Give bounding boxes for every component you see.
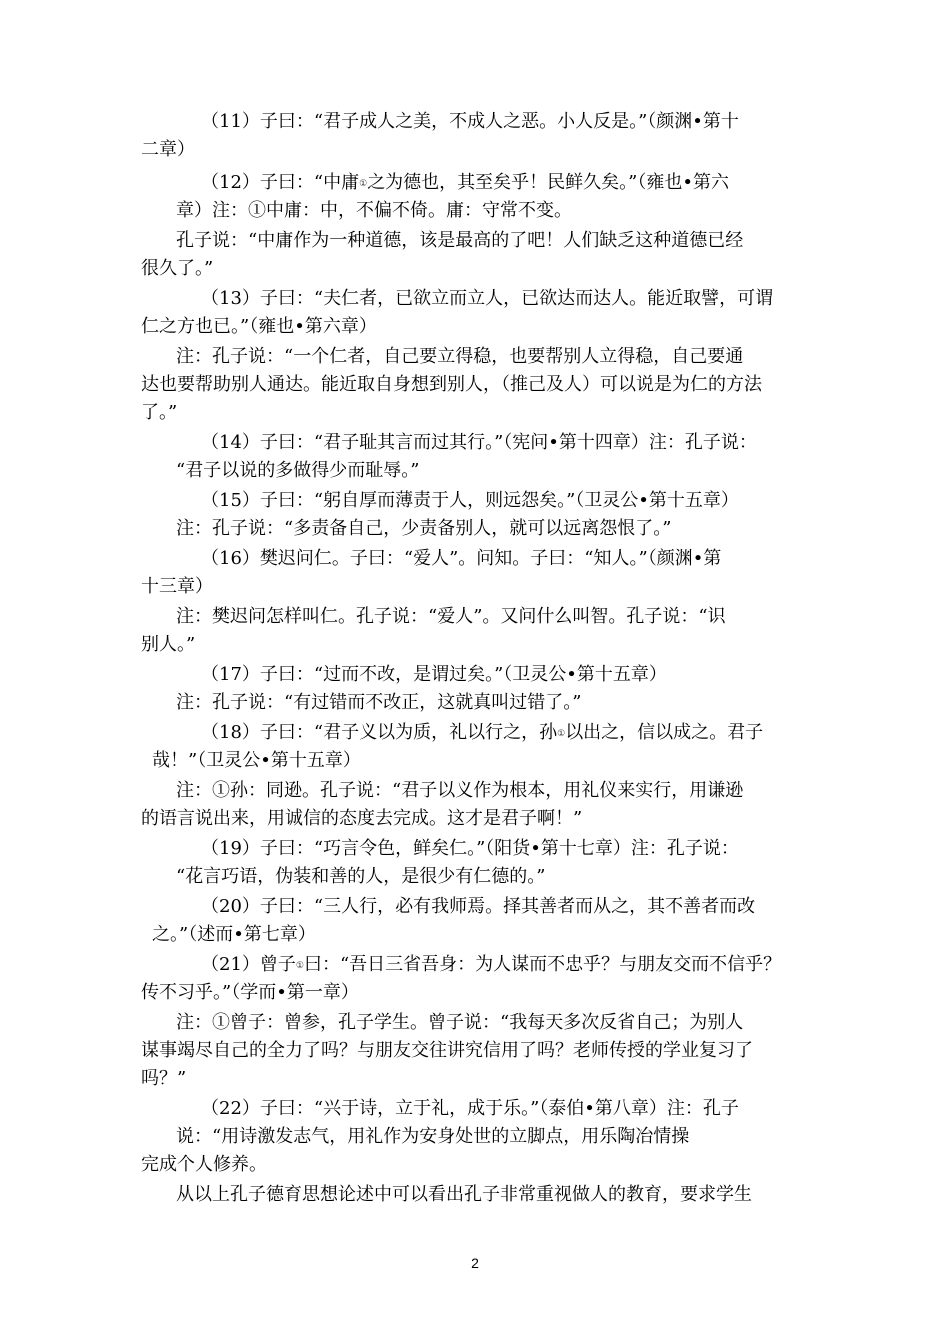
text-line: 的语言说出来，用诚信的态度去完成。这才是君子啊！” bbox=[141, 808, 583, 829]
text-line: 注：①孙：同逊。孔子说：“君子以义作为根本，用礼仪来实行，用谦逊 bbox=[176, 780, 744, 801]
text-line: 吗？” bbox=[141, 1068, 187, 1089]
text-line: （11）子曰：“君子成人之美，不成人之恶。小人反是。”（颜渊•第十 bbox=[201, 111, 739, 132]
text-span: （12）子曰：“中庸 bbox=[201, 172, 360, 193]
text-span: 以出之，信以成之。君子 bbox=[565, 722, 764, 743]
text-line: 了。” bbox=[141, 402, 178, 423]
text-line: 二章） bbox=[141, 139, 195, 160]
text-line: “君子以说的多做得少而耻辱。” bbox=[176, 460, 420, 481]
text-line: 十三章） bbox=[141, 576, 213, 597]
text-line: 注：①曾子：曾参，孔子学生。曾子说：“我每天多次反省自己；为别人 bbox=[176, 1012, 744, 1033]
text-line: 很久了。” bbox=[141, 258, 214, 279]
text-line: （17）子曰：“过而不改，是谓过矣。”（卫灵公•第十五章） bbox=[201, 664, 667, 685]
footnote-marker: ① bbox=[557, 729, 566, 739]
text-line bbox=[201, 721, 763, 746]
text-line: 达也要帮助别人通达。能近取自身想到别人，（推己及人）可以说是为仁的方法 bbox=[141, 374, 762, 395]
text-line: 注：孔子说：“多责备自己，少责备别人，就可以远离怨恨了。” bbox=[176, 518, 672, 539]
text-line: 说：“用诗激发志气，用礼作为安身处世的立脚点，用乐陶冶情操 bbox=[176, 1126, 690, 1147]
text-line: （15）子曰：“躬自厚而薄责于人，则远怨矣。”（卫灵公•第十五章） bbox=[201, 490, 739, 511]
text-span: 之为德也，其至矣乎！民鲜久矣。”（雍也•第六 bbox=[367, 172, 730, 193]
text-line: 别人。” bbox=[141, 634, 196, 655]
text-line: 注：孔子说：“一个仁者，自己要立得稳，也要帮别人立得稳，自己要通 bbox=[176, 346, 744, 367]
text-line: （19）子曰：“巧言令色，鲜矣仁。”（阳货•第十七章）注：孔子说： bbox=[201, 838, 739, 859]
text-line bbox=[201, 171, 729, 196]
text-span: （21）曾子 bbox=[201, 954, 296, 975]
text-line: 注：樊迟问怎样叫仁。孔子说：“爱人”。又问什么叫智。孔子说：“识 bbox=[176, 606, 726, 627]
footnote-marker: ① bbox=[359, 179, 368, 189]
text-line: 章）注：①中庸：中，不偏不倚。庸：守常不变。 bbox=[176, 200, 572, 221]
text-line: 之。”（述而•第七章） bbox=[152, 924, 316, 945]
text-line: （14）子曰：“君子耻其言而过其行。”（宪问•第十四章）注：孔子说： bbox=[201, 432, 757, 453]
text-line: （20）子曰：“三人行，必有我师焉。择其善者而从之，其不善者而改 bbox=[201, 896, 756, 917]
text-line: （13）子曰：“夫仁者，已欲立而立人，已欲达而达人。能近取譬，可谓 bbox=[201, 288, 774, 309]
footnote-marker: ① bbox=[295, 961, 304, 971]
text-line: 完成个人修养。 bbox=[141, 1154, 267, 1175]
text-line: 哉！”（卫灵公•第十五章） bbox=[152, 750, 361, 771]
page-number: 2 bbox=[471, 1255, 479, 1271]
text-line: （22）子曰：“兴于诗，立于礼，成于乐。”（泰伯•第八章）注：孔子 bbox=[201, 1098, 739, 1119]
text-line: 谋事竭尽自己的全力了吗？与朋友交往讲究信用了吗？老师传授的学业复习了 bbox=[141, 1040, 753, 1061]
text-line: “花言巧语，伪装和善的人，是很少有仁德的。” bbox=[176, 866, 546, 887]
text-line: 孔子说：“中庸作为一种道德，该是最高的了吧！人们缺乏这种道德已经 bbox=[176, 230, 744, 251]
text-line: 传不习乎。”（学而•第一章） bbox=[141, 982, 359, 1003]
text-span: 曰：“吾日三省吾身：为人谋而不忠乎？与朋友交而不信乎？ bbox=[303, 954, 782, 975]
text-line: （16）樊迟问仁。子曰：“爱人”。问知。子曰：“知人。”（颜渊•第 bbox=[201, 548, 722, 569]
text-line bbox=[201, 953, 781, 978]
text-line: 从以上孔子德育思想论述中可以看出孔子非常重视做人的教育，要求学生 bbox=[176, 1184, 752, 1205]
text-line: 注：孔子说：“有过错而不改正，这就真叫过错了。” bbox=[176, 692, 582, 713]
text-span: （18）子曰：“君子义以为质，礼以行之，孙 bbox=[201, 722, 558, 743]
text-line: 仁之方也已。”（雍也•第六章） bbox=[141, 316, 377, 337]
